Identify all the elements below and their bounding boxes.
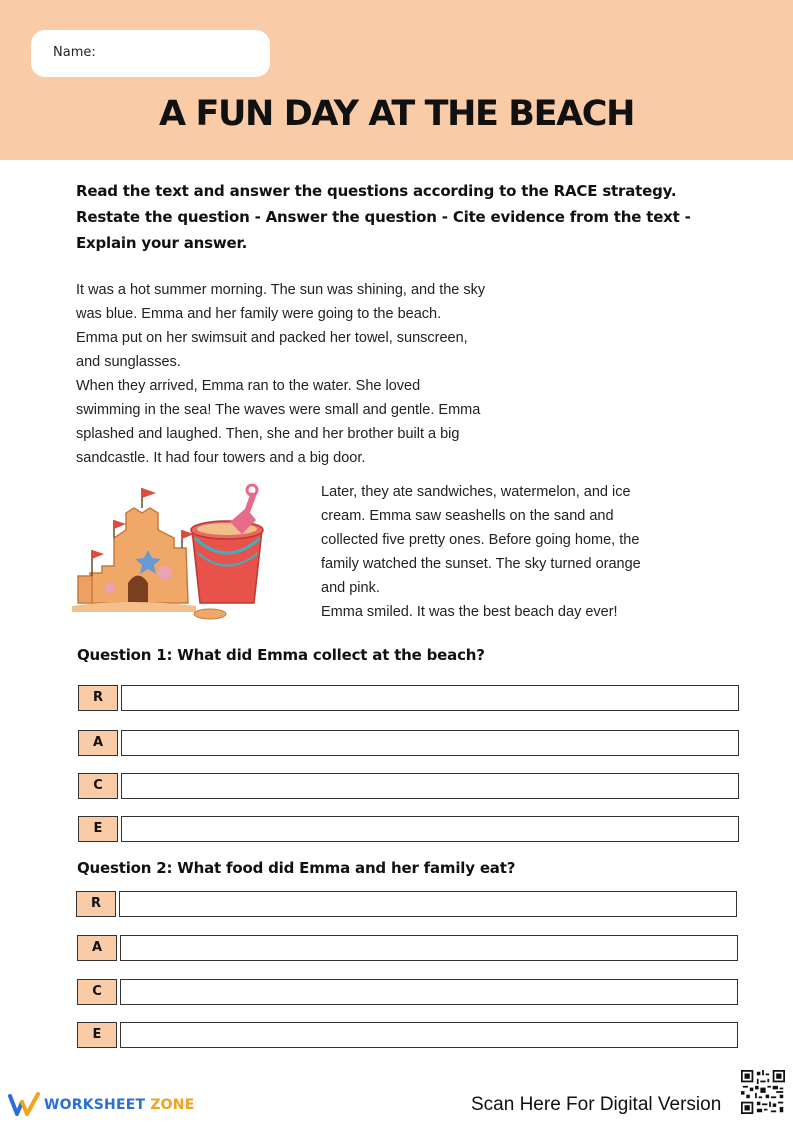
logo-mark-icon (8, 1092, 42, 1118)
passage-line: Later, they ate sandwiches, watermelon, and ice (321, 484, 631, 500)
race-row-e (77, 1022, 739, 1048)
passage-line: cream. Emma saw seashells on the sand and (321, 508, 614, 524)
race-row-e (78, 816, 740, 842)
passage-line: It was a hot summer morning. The sun was shining, and the sky (76, 282, 486, 298)
race-letter: C (77, 979, 117, 1005)
name-field[interactable] (31, 30, 270, 77)
scan-caption: Scan Here For Digital Version (471, 1094, 722, 1115)
question-1-label: Question 1: What did Emma collect at the beach? (77, 646, 485, 664)
instructions: Read the text and answer the questions according to the RACE strategy. Restate the question - Answer the question - Cite evidence from the text - Explain your answer. (76, 182, 691, 252)
sandcastle-illustration (70, 478, 280, 623)
race-letter: R (76, 891, 116, 917)
race-letter: A (77, 935, 117, 961)
page-title: A FUN DAY AT THE BEACH (159, 94, 634, 134)
race-row-c (78, 773, 740, 799)
question-2-label: Question 2: What food did Emma and her family eat? (77, 859, 516, 877)
race-letter: R (78, 685, 118, 711)
name-label: Name: (53, 45, 96, 60)
answer-field[interactable] (120, 1022, 738, 1048)
answer-field[interactable] (119, 891, 737, 917)
race-row-c (77, 979, 739, 1005)
race-letter: C (78, 773, 118, 799)
passage-line: sandcastle. It had four towers and a big door. (76, 450, 366, 466)
passage-line: and sunglasses. (76, 354, 181, 370)
answer-field[interactable] (121, 730, 739, 756)
passage-line: Emma put on her swimsuit and packed her towel, sunscreen, (76, 330, 468, 346)
worksheet-zone-logo (8, 1092, 208, 1120)
logo-word-zone: ZONE (150, 1097, 195, 1113)
race-letter: E (78, 816, 118, 842)
answer-field[interactable] (121, 816, 739, 842)
header-band (0, 0, 793, 160)
passage-line: was blue. Emma and her family were going to the beach. (76, 306, 442, 322)
reading-passage-continued (321, 480, 721, 624)
passage-line: splashed and laughed. Then, she and her brother built a big (76, 426, 460, 442)
answer-field[interactable] (120, 979, 738, 1005)
answer-field[interactable] (121, 685, 739, 711)
race-row-a (77, 935, 739, 961)
reading-passage (76, 278, 546, 470)
passage-line: collected five pretty ones. Before going home, the (321, 532, 640, 548)
answer-field[interactable] (120, 935, 738, 961)
passage-line: When they arrived, Emma ran to the water. She loved (76, 378, 421, 394)
race-row-r (78, 685, 740, 711)
race-row-a (78, 730, 740, 756)
race-letter: E (77, 1022, 117, 1048)
passage-line: Emma smiled. It was the best beach day ever! (321, 604, 618, 620)
qr-code-icon[interactable] (741, 1070, 785, 1114)
race-row-r (76, 891, 738, 917)
logo-word-worksheet: WORKSHEET (44, 1097, 146, 1113)
passage-line: and pink. (321, 580, 380, 596)
passage-line: family watched the sunset. The sky turned orange (321, 556, 641, 572)
passage-line: swimming in the sea! The waves were small and gentle. Emma (76, 402, 481, 418)
answer-field[interactable] (121, 773, 739, 799)
race-letter: A (78, 730, 118, 756)
bucket-icon (191, 485, 263, 603)
